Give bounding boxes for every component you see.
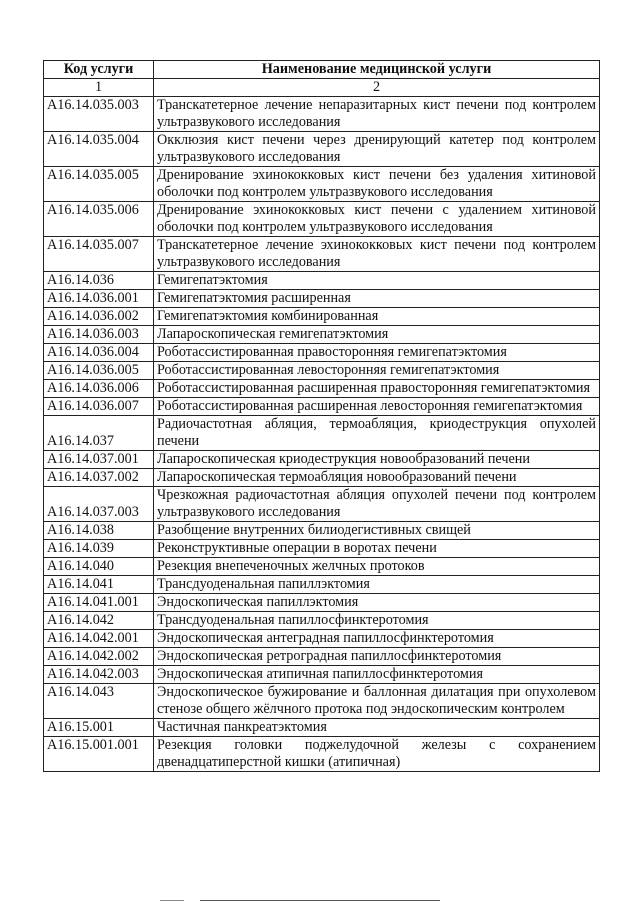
table-row xyxy=(44,719,600,737)
table-row xyxy=(44,398,600,416)
header-service-name: Наименование медицинской услуги xyxy=(154,61,600,79)
service-code: A16.14.035.003 xyxy=(44,97,154,132)
table-row xyxy=(44,522,600,540)
service-name: Эндоскопическая папиллэктомия xyxy=(154,594,600,612)
service-name: Разобщение внутренних билиодегистивных свищей xyxy=(154,522,600,540)
service-name: Лапароскопическая гемигепатэктомия xyxy=(154,326,600,344)
service-code: A16.14.035.007 xyxy=(44,237,154,272)
column-number-2: 2 xyxy=(154,79,600,97)
table-row xyxy=(44,612,600,630)
service-code: A16.14.036.001 xyxy=(44,290,154,308)
service-name: Трансдуоденальная папиллэктомия xyxy=(154,576,600,594)
service-code: A16.14.041.001 xyxy=(44,594,154,612)
table-row xyxy=(44,469,600,487)
table-row xyxy=(44,167,600,202)
table-row xyxy=(44,290,600,308)
service-code: A16.14.043 xyxy=(44,684,154,719)
service-name: Транскатетерное лечение эхинококковых кист печени под контролем ультразвукового исследования xyxy=(154,237,600,272)
table-row xyxy=(44,344,600,362)
service-code: A16.15.001 xyxy=(44,719,154,737)
table-row xyxy=(44,594,600,612)
service-name: Транскатетерное лечение непаразитарных кист печени под контролем ультразвукового исследования xyxy=(154,97,600,132)
service-name: Эндоскопическая антеградная папиллосфинктеротомия xyxy=(154,630,600,648)
table-row xyxy=(44,737,600,772)
table-row xyxy=(44,308,600,326)
table-row xyxy=(44,648,600,666)
service-name: Роботассистированная расширенная левосторонняя гемигепатэктомия xyxy=(154,398,600,416)
table-row xyxy=(44,272,600,290)
table-row xyxy=(44,630,600,648)
header-service-code: Код услуги xyxy=(44,61,154,79)
footer-rule-short xyxy=(160,900,184,901)
service-name: Роботассистированная правосторонняя гемигепатэктомия xyxy=(154,344,600,362)
service-code: A16.14.036.004 xyxy=(44,344,154,362)
table-header-row xyxy=(44,61,600,79)
service-code: A16.14.036.006 xyxy=(44,380,154,398)
service-code: A16.14.041 xyxy=(44,576,154,594)
service-code: A16.14.040 xyxy=(44,558,154,576)
service-name: Частичная панкреатэктомия xyxy=(154,719,600,737)
table-row xyxy=(44,132,600,167)
service-name: Резекция внепеченочных желчных протоков xyxy=(154,558,600,576)
table-row xyxy=(44,451,600,469)
table-row xyxy=(44,558,600,576)
service-code: A16.14.042.002 xyxy=(44,648,154,666)
table-row xyxy=(44,326,600,344)
service-name: Трансдуоденальная папиллосфинктеротомия xyxy=(154,612,600,630)
table-row xyxy=(44,97,600,132)
table-body xyxy=(44,97,600,772)
table-row xyxy=(44,540,600,558)
column-numbering-row xyxy=(44,79,600,97)
service-name: Дренирование эхинококковых кист печени без удаления хитиновой оболочки под контролем ультразвукового исследования xyxy=(154,167,600,202)
service-code: A16.14.036 xyxy=(44,272,154,290)
service-code: A16.14.037.002 xyxy=(44,469,154,487)
service-name: Гемигепатэктомия расширенная xyxy=(154,290,600,308)
service-code: A16.14.037.003 xyxy=(44,487,154,522)
service-code: A16.14.038 xyxy=(44,522,154,540)
service-code: A16.14.039 xyxy=(44,540,154,558)
table-row xyxy=(44,362,600,380)
table-row xyxy=(44,380,600,398)
service-code: A16.14.037 xyxy=(44,416,154,451)
medical-services-table xyxy=(43,60,600,772)
service-code: A16.14.036.002 xyxy=(44,308,154,326)
service-code: A16.14.037.001 xyxy=(44,451,154,469)
service-code: A16.14.035.006 xyxy=(44,202,154,237)
service-name: Радиочастотная абляция, термоабляция, криодеструкция опухолей печени xyxy=(154,416,600,451)
service-name: Эндоскопическая атипичная папиллосфинктеротомия xyxy=(154,666,600,684)
service-name: Гемигепатэктомия комбинированная xyxy=(154,308,600,326)
service-code: A16.14.035.004 xyxy=(44,132,154,167)
service-name: Эндоскопическая ретроградная папиллосфинктеротомия xyxy=(154,648,600,666)
table-row xyxy=(44,237,600,272)
table-row xyxy=(44,202,600,237)
table-row xyxy=(44,576,600,594)
service-code: A16.15.001.001 xyxy=(44,737,154,772)
service-code: A16.14.036.007 xyxy=(44,398,154,416)
service-code: A16.14.036.005 xyxy=(44,362,154,380)
service-name: Окклюзия кист печени через дренирующий катетер под контролем ультразвукового исследования xyxy=(154,132,600,167)
table-row xyxy=(44,666,600,684)
service-code: A16.14.042.001 xyxy=(44,630,154,648)
table-row xyxy=(44,684,600,719)
footer-rule xyxy=(200,900,440,901)
service-name: Роботассистированная расширенная правосторонняя гемигепатэктомия xyxy=(154,380,600,398)
service-code: A16.14.035.005 xyxy=(44,167,154,202)
service-name: Эндоскопическое бужирование и баллонная дилатация при опухолевом стенозе общего жёлчного протока под эндоскопическим контролем xyxy=(154,684,600,719)
service-name: Роботассистированная левосторонняя гемигепатэктомия xyxy=(154,362,600,380)
service-name: Гемигепатэктомия xyxy=(154,272,600,290)
column-number-1: 1 xyxy=(44,79,154,97)
service-code: A16.14.042.003 xyxy=(44,666,154,684)
service-name: Лапароскопическая криодеструкция новообразований печени xyxy=(154,451,600,469)
service-name: Чрезкожная радиочастотная абляция опухолей печени под контролем ультразвукового исследования xyxy=(154,487,600,522)
service-name: Лапароскопическая термоабляция новообразований печени xyxy=(154,469,600,487)
table-row xyxy=(44,487,600,522)
service-name: Резекция головки поджелудочной железы с сохранением двенадцатиперстной кишки (атипичная) xyxy=(154,737,600,772)
table-row xyxy=(44,416,600,451)
service-code: A16.14.042 xyxy=(44,612,154,630)
service-name: Дренирование эхинококковых кист печени с удалением хитиновой оболочки под контролем ультразвукового исследования xyxy=(154,202,600,237)
service-name: Реконструктивные операции в воротах печени xyxy=(154,540,600,558)
service-code: A16.14.036.003 xyxy=(44,326,154,344)
